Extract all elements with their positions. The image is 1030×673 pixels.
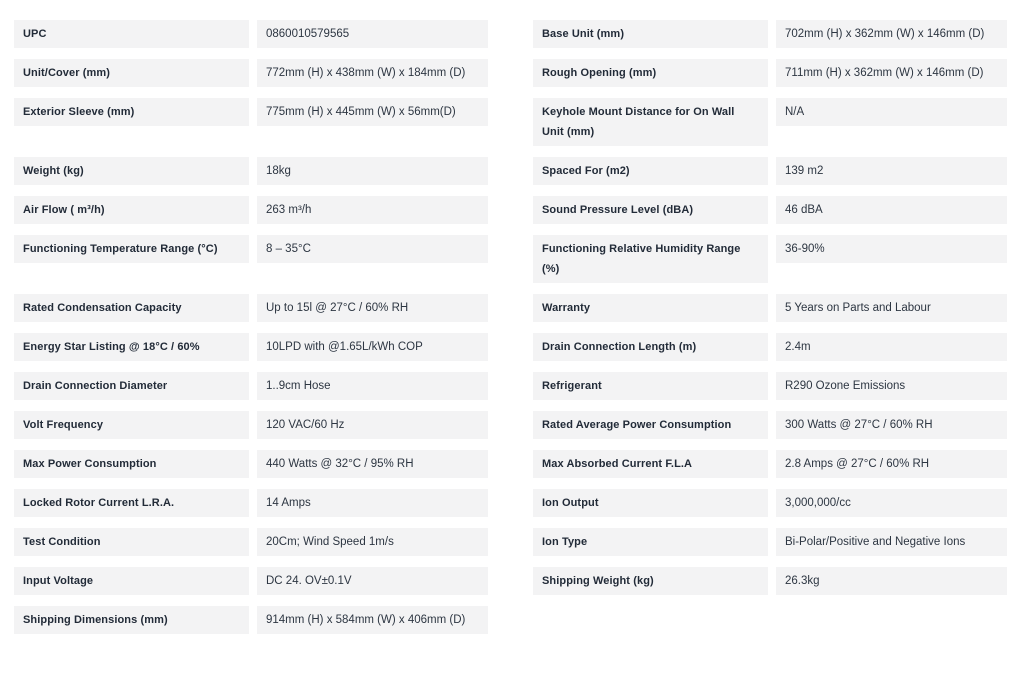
- spec-value-cell: 1..9cm Hose: [257, 372, 488, 400]
- spec-value-cell: 772mm (H) x 438mm (W) x 184mm (D): [257, 59, 488, 87]
- spec-row: [14, 450, 1007, 478]
- spec-row: [14, 333, 1007, 361]
- spec-label-cell: Locked Rotor Current L.R.A.: [14, 489, 249, 517]
- spec-label-cell: Max Absorbed Current F.L.A: [533, 450, 768, 478]
- spec-value-cell: 36-90%: [776, 235, 1007, 263]
- product-spec-table: [14, 20, 1007, 634]
- spec-value-cell: Bi-Polar/Positive and Negative Ions: [776, 528, 1007, 556]
- spec-row: [14, 20, 1007, 48]
- spec-value-cell: 20Cm; Wind Speed 1m/s: [257, 528, 488, 556]
- spec-label-cell: Refrigerant: [533, 372, 768, 400]
- spec-value-cell: DC 24. OV±0.1V: [257, 567, 488, 595]
- spec-value-cell: 2.4m: [776, 333, 1007, 361]
- spec-value-cell: 775mm (H) x 445mm (W) x 56mm(D): [257, 98, 488, 126]
- spec-value-cell: 139 m2: [776, 157, 1007, 185]
- spec-row: [14, 59, 1007, 87]
- spec-row: [14, 157, 1007, 185]
- spec-value-cell: 263 m³/h: [257, 196, 488, 224]
- spec-row: [14, 98, 1007, 146]
- spec-row: [14, 235, 1007, 283]
- spec-value-cell: Up to 15l @ 27°C / 60% RH: [257, 294, 488, 322]
- spec-value-cell: 5 Years on Parts and Labour: [776, 294, 1007, 322]
- spec-row: [14, 411, 1007, 439]
- spec-label-cell: Input Voltage: [14, 567, 249, 595]
- spec-label-cell: Rated Average Power Consumption: [533, 411, 768, 439]
- spec-value-cell: 46 dBA: [776, 196, 1007, 224]
- spec-label-cell: Unit/Cover (mm): [14, 59, 249, 87]
- spec-label-cell: Shipping Dimensions (mm): [14, 606, 249, 634]
- spec-label-cell: Keyhole Mount Distance for On Wall Unit (mm): [533, 98, 768, 146]
- spec-value-cell: 711mm (H) x 362mm (W) x 146mm (D): [776, 59, 1007, 87]
- spec-label-cell: Sound Pressure Level (dBA): [533, 196, 768, 224]
- spec-row: [14, 567, 1007, 595]
- spec-label-cell: Max Power Consumption: [14, 450, 249, 478]
- spec-label-cell: Rated Condensation Capacity: [14, 294, 249, 322]
- spec-value-cell: 18kg: [257, 157, 488, 185]
- spec-label-cell: Base Unit (mm): [533, 20, 768, 48]
- spec-label-cell: Test Condition: [14, 528, 249, 556]
- spec-row: [14, 196, 1007, 224]
- spec-label-cell: Drain Connection Length (m): [533, 333, 768, 361]
- spec-label-cell: Shipping Weight (kg): [533, 567, 768, 595]
- spec-row: [14, 606, 1007, 634]
- spec-row: [14, 528, 1007, 556]
- spec-value-cell: 10LPD with @1.65L/kWh COP: [257, 333, 488, 361]
- spec-label-cell: Volt Frequency: [14, 411, 249, 439]
- spec-value-cell: 300 Watts @ 27°C / 60% RH: [776, 411, 1007, 439]
- spec-value-cell: 3,000,000/cc: [776, 489, 1007, 517]
- spec-label-cell: Weight (kg): [14, 157, 249, 185]
- spec-value-cell: 914mm (H) x 584mm (W) x 406mm (D): [257, 606, 488, 634]
- spec-value-cell: 14 Amps: [257, 489, 488, 517]
- spec-row: [14, 489, 1007, 517]
- spec-row: [14, 294, 1007, 322]
- spec-label-cell: Functioning Temperature Range (°C): [14, 235, 249, 263]
- spec-value-cell: N/A: [776, 98, 1007, 126]
- spec-label-cell: Rough Opening (mm): [533, 59, 768, 87]
- spec-label-cell: Energy Star Listing @ 18°C / 60%: [14, 333, 249, 361]
- spec-row: [14, 372, 1007, 400]
- spec-value-cell: 702mm (H) x 362mm (W) x 146mm (D): [776, 20, 1007, 48]
- spec-label-cell: Warranty: [533, 294, 768, 322]
- spec-label-cell: Functioning Relative Humidity Range (%): [533, 235, 768, 283]
- spec-value-cell: 26.3kg: [776, 567, 1007, 595]
- spec-value-cell: 0860010579565: [257, 20, 488, 48]
- spec-label-cell: UPC: [14, 20, 249, 48]
- spec-label-cell: Exterior Sleeve (mm): [14, 98, 249, 126]
- spec-value-cell: R290 Ozone Emissions: [776, 372, 1007, 400]
- spec-label-cell: Ion Output: [533, 489, 768, 517]
- spec-label-cell: Drain Connection Diameter: [14, 372, 249, 400]
- spec-value-cell: 120 VAC/60 Hz: [257, 411, 488, 439]
- spec-value-cell: 440 Watts @ 32°C / 95% RH: [257, 450, 488, 478]
- spec-label-cell: Air Flow ( m³/h): [14, 196, 249, 224]
- spec-value-cell: 8 – 35°C: [257, 235, 488, 263]
- spec-label-cell: Ion Type: [533, 528, 768, 556]
- spec-value-cell: 2.8 Amps @ 27°C / 60% RH: [776, 450, 1007, 478]
- spec-label-cell: Spaced For (m2): [533, 157, 768, 185]
